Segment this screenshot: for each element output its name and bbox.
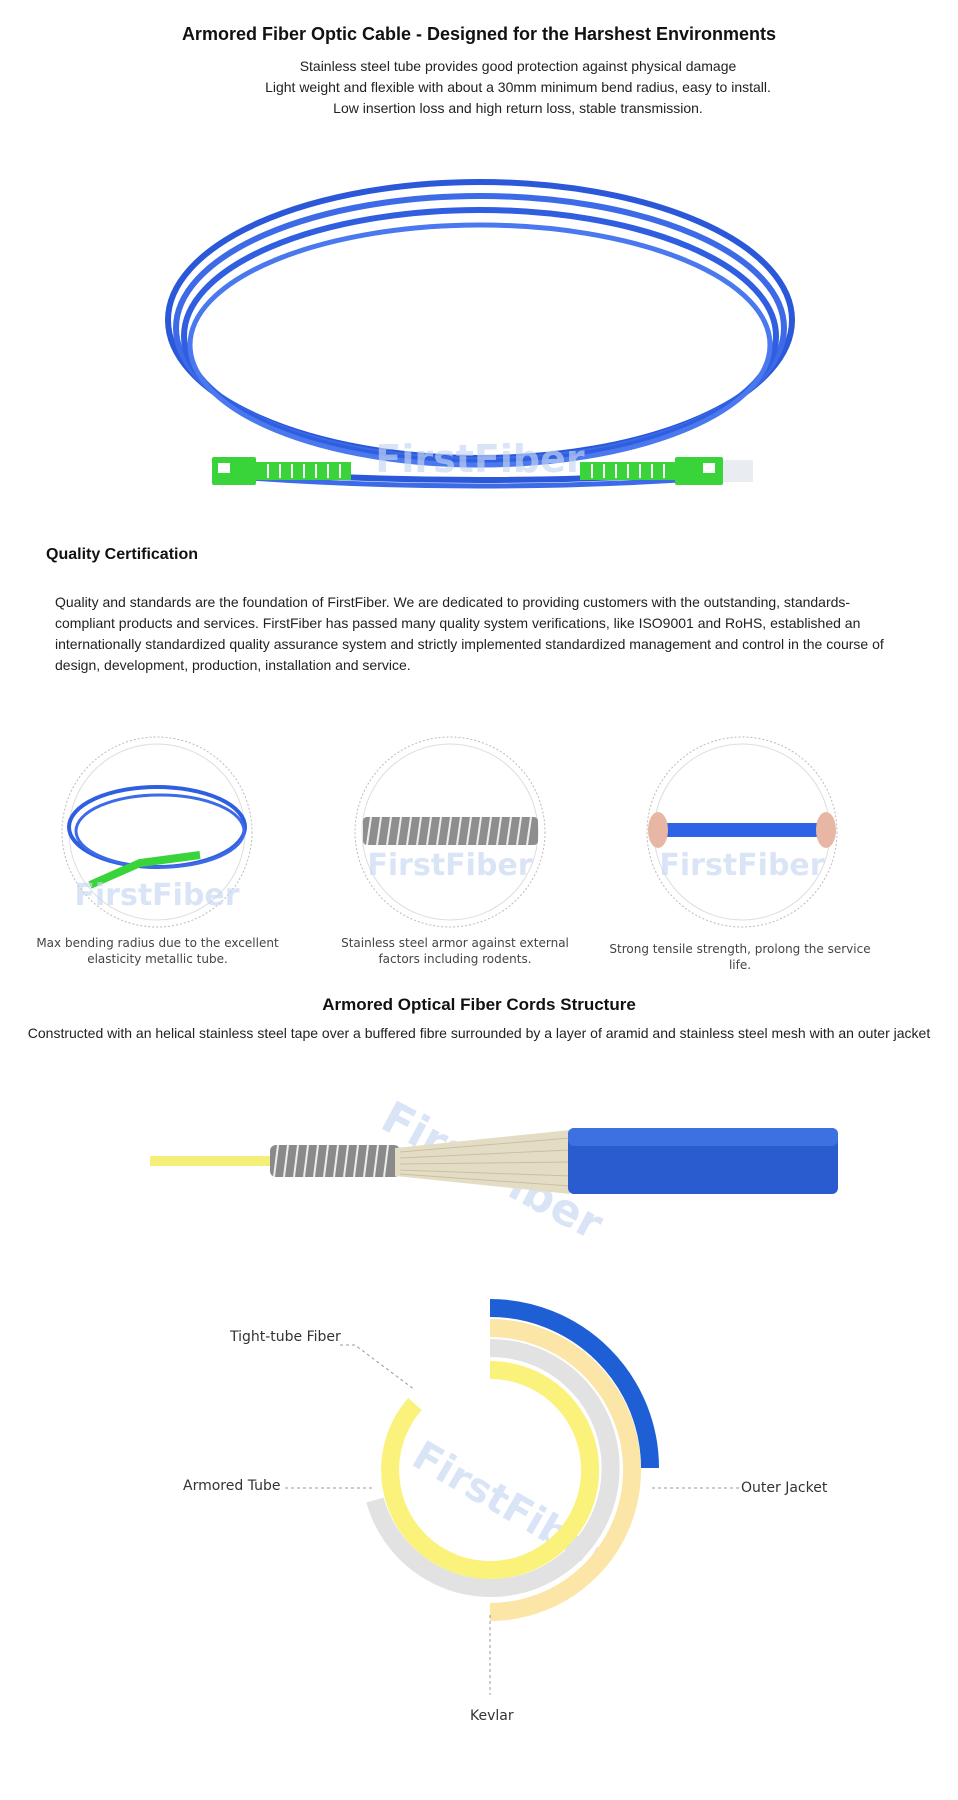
hero-cable-image (150, 160, 850, 510)
feature-caption-armor: Stainless steel armor against external factors including rodents. (341, 936, 569, 966)
feature-armor-image (345, 735, 565, 930)
structure-heading: Armored Optical Fiber Cords Structure (322, 995, 636, 1014)
intro-line-1: Stainless steel tube provides good protection against physical damage (299, 58, 737, 74)
quality-heading: Quality Certification (46, 546, 199, 563)
cable-cross-section-image (140, 1090, 860, 1240)
structure-subtitle: Constructed with an helical stainless steel tape over a buffered fibre surrounded by a layer of aramid and stainless steel mesh with an outer jacket (27, 1025, 931, 1041)
svg-text:FirstFiber: FirstFiber (404, 1432, 619, 1583)
intro-line-2: Light weight and flexible with about a 30mm minimum bend radius, easy to install. (265, 79, 771, 95)
label-outer-jacket: Outer Jacket (741, 1480, 828, 1496)
svg-text:FirstFiber: FirstFiber (367, 848, 533, 883)
quality-body: Quality and standards are the foundation of FirstFiber. We are dedicated to providing customers with the outstanding, standards-compliant products and services. FirstFiber has passed many quality system verifications, like ISO9001 and RoHS, established an internationally standardized quality assurance system and strictly implemented standardized management and control in the course of design, development, production, installation and service. (55, 594, 884, 673)
page-title: Armored Fiber Optic Cable - Designed for the Harshest Environments (181, 24, 777, 44)
label-kevlar: Kevlar (470, 1708, 514, 1724)
svg-text:FirstFiber: FirstFiber (659, 848, 825, 883)
hero-watermark: FirstFiber (375, 437, 585, 481)
feature-bend-image (50, 735, 270, 930)
svg-text:FirstFiber: FirstFiber (74, 878, 240, 913)
label-tight-tube-fiber: Tight-tube Fiber (230, 1329, 341, 1345)
label-armored-tube: Armored Tube (183, 1478, 281, 1494)
intro-line-3: Low insertion loss and high return loss, stable transmission. (333, 100, 703, 116)
sc-connector-right (675, 457, 723, 485)
layer-diagram (150, 1290, 850, 1750)
feature-caption-bend: Max bending radius due to the excellent elasticity metallic tube. (36, 936, 279, 966)
feature-caption-tensile: Strong tensile strength, prolong the service life. (609, 942, 871, 972)
feature-tensile-image (640, 735, 860, 930)
